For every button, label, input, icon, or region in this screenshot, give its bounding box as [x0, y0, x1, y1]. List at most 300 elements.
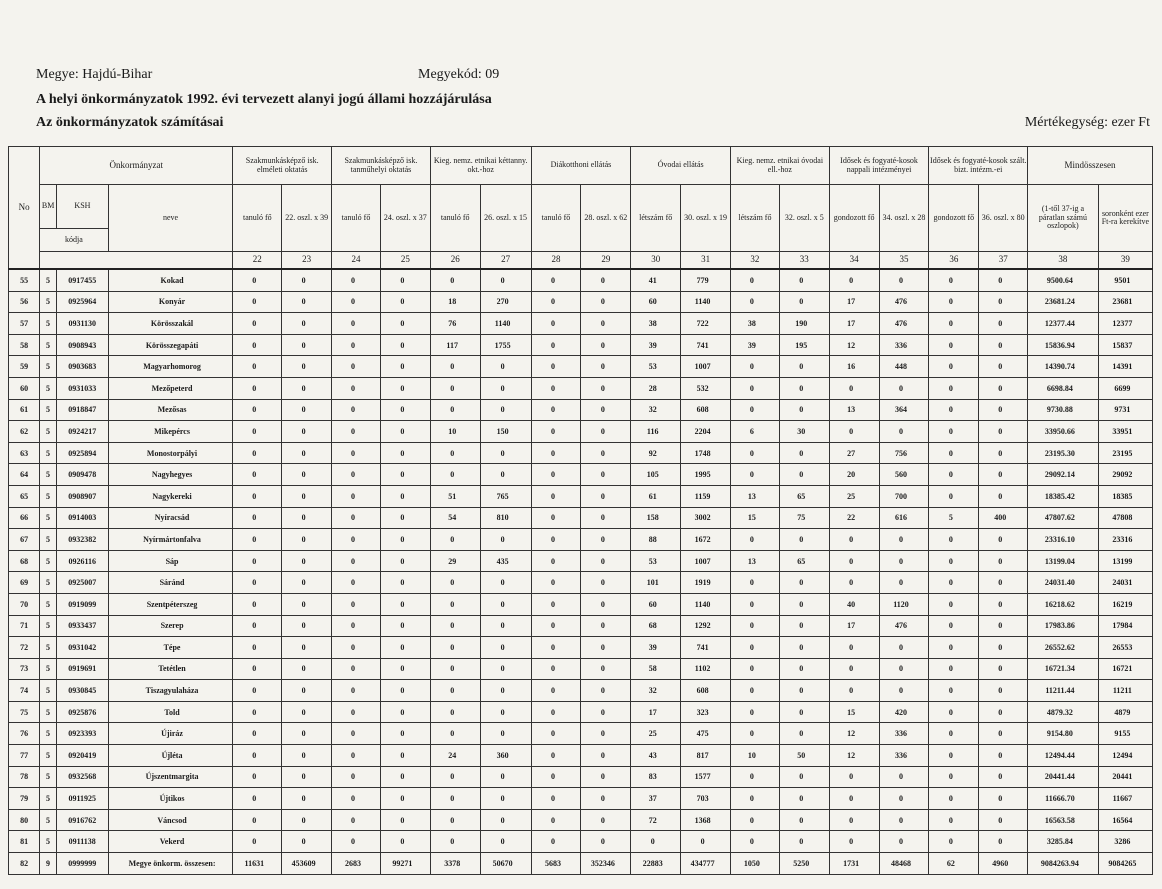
subheader: létszám fő — [731, 185, 780, 252]
value-cell: 0 — [531, 377, 581, 399]
value-cell: 0 — [233, 572, 282, 594]
value-cell: 435 — [480, 550, 531, 572]
value-cell: 0 — [979, 680, 1028, 702]
value-cell: 0 — [929, 464, 979, 486]
value-cell: 0 — [879, 809, 929, 831]
value-cell: 6698.84 — [1028, 377, 1099, 399]
value-cell: 0 — [430, 377, 480, 399]
value-cell: 28 — [631, 377, 681, 399]
value-cell: 25 — [829, 485, 879, 507]
value-cell: 0 — [480, 723, 531, 745]
value-cell: 61 — [631, 485, 681, 507]
value-cell: 53 — [631, 356, 681, 378]
ksh-code-cell: 0908943 — [56, 334, 108, 356]
value-cell: 20 — [829, 464, 879, 486]
value-cell: 0 — [979, 593, 1028, 615]
value-cell: 0 — [731, 809, 780, 831]
value-cell: 11211.44 — [1028, 680, 1099, 702]
value-cell: 0 — [282, 442, 332, 464]
value-cell: 23681 — [1098, 291, 1152, 313]
bm-code-cell: 5 — [40, 421, 57, 443]
value-cell: 4879.32 — [1028, 701, 1099, 723]
municipality-name-cell: Magyarhomorog — [108, 356, 233, 378]
table-row — [9, 269, 1153, 291]
value-cell: 9084265 — [1098, 853, 1152, 875]
value-cell: 158 — [631, 507, 681, 529]
value-cell: 0 — [779, 399, 829, 421]
table-row — [9, 356, 1153, 378]
subheader: 30. oszl. x 19 — [681, 185, 731, 252]
municipality-name-cell: Tiszagyulaháza — [108, 680, 233, 702]
value-cell: 0 — [581, 442, 631, 464]
value-cell: 15 — [829, 701, 879, 723]
bm-code-cell: 5 — [40, 615, 57, 637]
value-cell: 0 — [581, 637, 631, 659]
value-cell: 0 — [929, 615, 979, 637]
value-cell: 0 — [531, 442, 581, 464]
table-row — [9, 399, 1153, 421]
value-cell: 0 — [979, 831, 1028, 853]
colnum: 24 — [332, 252, 381, 270]
value-cell: 0 — [380, 399, 430, 421]
value-cell: 0 — [380, 658, 430, 680]
value-cell: 0 — [380, 442, 430, 464]
row-number-cell: 71 — [9, 615, 40, 637]
value-cell: 0 — [332, 485, 381, 507]
county-label: Megye: Hajdú-Bihar — [36, 67, 153, 82]
value-cell: 0 — [581, 572, 631, 594]
row-number-cell: 73 — [9, 658, 40, 680]
value-cell: 0 — [480, 788, 531, 810]
value-cell: 0 — [731, 615, 780, 637]
value-cell: 0 — [332, 313, 381, 335]
table-row — [9, 809, 1153, 831]
value-cell: 0 — [829, 550, 879, 572]
value-cell: 0 — [233, 485, 282, 507]
table-row — [9, 421, 1153, 443]
colnum: 33 — [779, 252, 829, 270]
bm-code-cell: 5 — [40, 745, 57, 767]
value-cell: 24 — [430, 745, 480, 767]
bm-code-cell: 5 — [40, 334, 57, 356]
value-cell: 0 — [979, 766, 1028, 788]
value-cell: 0 — [779, 464, 829, 486]
value-cell: 0 — [233, 766, 282, 788]
value-cell: 0 — [731, 680, 780, 702]
value-cell: 68 — [631, 615, 681, 637]
value-cell: 0 — [332, 615, 381, 637]
row-number-cell: 80 — [9, 809, 40, 831]
value-cell: 434777 — [681, 853, 731, 875]
value-cell: 0 — [531, 615, 581, 637]
ksh-code-cell: 0925964 — [56, 291, 108, 313]
value-cell: 0 — [332, 507, 381, 529]
value-cell: 0 — [581, 356, 631, 378]
value-cell: 0 — [531, 701, 581, 723]
value-cell: 0 — [779, 593, 829, 615]
value-cell: 0 — [430, 269, 480, 291]
value-cell: 9730.88 — [1028, 399, 1099, 421]
row-number-cell: 59 — [9, 356, 40, 378]
value-cell: 0 — [282, 680, 332, 702]
row-number-cell: 78 — [9, 766, 40, 788]
value-cell: 0 — [380, 723, 430, 745]
value-cell: 58 — [631, 658, 681, 680]
group-header: Szakmunkásképző isk. elméleti oktatás — [233, 147, 332, 185]
value-cell: 0 — [282, 313, 332, 335]
value-cell: 0 — [233, 377, 282, 399]
value-cell: 0 — [581, 615, 631, 637]
value-cell: 0 — [430, 399, 480, 421]
value-cell: 0 — [979, 464, 1028, 486]
value-cell: 0 — [779, 615, 829, 637]
group-header: Óvodai ellátás — [631, 147, 731, 185]
table-row — [9, 831, 1153, 853]
table-row — [9, 291, 1153, 313]
value-cell: 18385 — [1098, 485, 1152, 507]
bm-code-cell: 5 — [40, 291, 57, 313]
value-cell: 0 — [332, 550, 381, 572]
table-row — [9, 701, 1153, 723]
municipality-name-cell: Nyírmártonfalva — [108, 529, 233, 551]
value-cell: 0 — [480, 680, 531, 702]
subheader: 34. oszl. x 28 — [879, 185, 929, 252]
value-cell: 0 — [531, 356, 581, 378]
row-number-cell: 65 — [9, 485, 40, 507]
value-cell: 10 — [731, 745, 780, 767]
value-cell: 1748 — [681, 442, 731, 464]
value-cell: 0 — [979, 723, 1028, 745]
value-cell: 0 — [233, 658, 282, 680]
value-cell: 0 — [282, 377, 332, 399]
value-cell: 0 — [929, 442, 979, 464]
colnum: 22 — [233, 252, 282, 270]
bm-code-cell: 5 — [40, 701, 57, 723]
table-row — [9, 788, 1153, 810]
value-cell: 0 — [879, 529, 929, 551]
value-cell: 0 — [779, 680, 829, 702]
subheader: 26. oszl. x 15 — [480, 185, 531, 252]
value-cell: 0 — [380, 701, 430, 723]
value-cell: 0 — [879, 572, 929, 594]
col-bm-header: BM — [40, 185, 57, 229]
value-cell: 0 — [430, 809, 480, 831]
value-cell: 39 — [631, 334, 681, 356]
value-cell: 0 — [581, 334, 631, 356]
value-cell: 0 — [233, 593, 282, 615]
value-cell: 0 — [929, 788, 979, 810]
bm-code-cell: 5 — [40, 269, 57, 291]
value-cell: 18385.42 — [1028, 485, 1099, 507]
value-cell: 0 — [581, 399, 631, 421]
value-cell: 0 — [233, 313, 282, 335]
bm-code-cell: 5 — [40, 485, 57, 507]
value-cell: 29092 — [1098, 464, 1152, 486]
ksh-code-cell: 0919099 — [56, 593, 108, 615]
value-cell: 0 — [879, 680, 929, 702]
municipality-name-cell: Told — [108, 701, 233, 723]
value-cell: 0 — [979, 658, 1028, 680]
ksh-code-cell: 0931042 — [56, 637, 108, 659]
value-cell: 0 — [282, 615, 332, 637]
value-cell: 16721 — [1098, 658, 1152, 680]
ksh-code-cell: 0930845 — [56, 680, 108, 702]
value-cell: 0 — [430, 831, 480, 853]
value-cell: 0 — [282, 529, 332, 551]
value-cell: 0 — [929, 291, 979, 313]
subheader: létszám fő — [631, 185, 681, 252]
value-cell: 0 — [531, 637, 581, 659]
value-cell: 1755 — [480, 334, 531, 356]
value-cell: 1672 — [681, 529, 731, 551]
group-header: Szakmunkásképző isk. tanműhelyi oktatás — [332, 147, 431, 185]
subheader: soronként ezer Ft-ra kerekítve — [1098, 185, 1152, 252]
value-cell: 13199.04 — [1028, 550, 1099, 572]
value-cell: 65 — [779, 550, 829, 572]
value-cell: 47807.62 — [1028, 507, 1099, 529]
table-row — [9, 334, 1153, 356]
table-row — [9, 507, 1153, 529]
value-cell: 0 — [282, 658, 332, 680]
value-cell: 0 — [233, 529, 282, 551]
value-cell: 0 — [380, 313, 430, 335]
value-cell: 60 — [631, 291, 681, 313]
value-cell: 0 — [581, 658, 631, 680]
value-cell: 26552.62 — [1028, 637, 1099, 659]
subheader: (1-től 37-ig a páratlan számú oszlopok) — [1028, 185, 1099, 252]
value-cell: 0 — [430, 615, 480, 637]
value-cell: 0 — [531, 550, 581, 572]
value-cell: 0 — [581, 421, 631, 443]
colnum: 29 — [581, 252, 631, 270]
value-cell: 9501 — [1098, 269, 1152, 291]
value-cell: 0 — [531, 572, 581, 594]
county-code-label: Megyekód: 09 — [418, 67, 500, 82]
value-cell: 0 — [332, 831, 381, 853]
value-cell: 0 — [430, 658, 480, 680]
value-cell: 0 — [282, 572, 332, 594]
ksh-code-cell: 0916762 — [56, 809, 108, 831]
bm-code-cell: 5 — [40, 313, 57, 335]
value-cell: 0 — [929, 766, 979, 788]
value-cell: 0 — [282, 745, 332, 767]
value-cell: 9084263.94 — [1028, 853, 1099, 875]
value-cell: 53 — [631, 550, 681, 572]
value-cell: 0 — [380, 291, 430, 313]
value-cell: 0 — [731, 637, 780, 659]
value-cell: 0 — [731, 529, 780, 551]
value-cell: 0 — [282, 788, 332, 810]
value-cell: 0 — [929, 485, 979, 507]
value-cell: 0 — [480, 615, 531, 637]
value-cell: 0 — [480, 464, 531, 486]
unit-label: Mértékegység: ezer Ft — [1024, 115, 1150, 130]
value-cell: 0 — [829, 766, 879, 788]
ksh-code-cell: 0931033 — [56, 377, 108, 399]
ksh-code-cell: 0999999 — [56, 853, 108, 875]
value-cell: 817 — [681, 745, 731, 767]
value-cell: 30 — [779, 421, 829, 443]
value-cell: 0 — [929, 701, 979, 723]
subheader: gondozott fő — [929, 185, 979, 252]
value-cell: 0 — [332, 529, 381, 551]
value-cell: 33950.66 — [1028, 421, 1099, 443]
value-cell: 0 — [879, 788, 929, 810]
municipality-name-cell: Tépe — [108, 637, 233, 659]
value-cell: 16563.58 — [1028, 809, 1099, 831]
value-cell: 0 — [879, 377, 929, 399]
value-cell: 0 — [430, 723, 480, 745]
municipality-name-cell: Újiráz — [108, 723, 233, 745]
subheader: tanuló fő — [531, 185, 581, 252]
value-cell: 32 — [631, 680, 681, 702]
municipality-name-cell: Körösszegapáti — [108, 334, 233, 356]
col-onkorm-header: Önkormányzat — [40, 147, 233, 185]
colnum: 35 — [879, 252, 929, 270]
value-cell: 0 — [282, 356, 332, 378]
value-cell: 0 — [979, 421, 1028, 443]
table-row — [9, 615, 1153, 637]
value-cell: 0 — [979, 529, 1028, 551]
colnum: 27 — [480, 252, 531, 270]
value-cell: 12494.44 — [1028, 745, 1099, 767]
value-cell: 336 — [879, 745, 929, 767]
value-cell: 0 — [779, 809, 829, 831]
ksh-code-cell: 0925876 — [56, 701, 108, 723]
value-cell: 13 — [829, 399, 879, 421]
value-cell: 0 — [581, 766, 631, 788]
value-cell: 0 — [430, 572, 480, 594]
value-cell: 14390.74 — [1028, 356, 1099, 378]
value-cell: 0 — [380, 766, 430, 788]
value-cell: 117 — [430, 334, 480, 356]
colnum: 32 — [731, 252, 780, 270]
value-cell: 47808 — [1098, 507, 1152, 529]
data-table — [8, 146, 1153, 875]
value-cell: 0 — [879, 831, 929, 853]
municipality-name-cell: Nagykereki — [108, 485, 233, 507]
value-cell: 116 — [631, 421, 681, 443]
value-cell: 0 — [929, 356, 979, 378]
ksh-code-cell: 0903683 — [56, 356, 108, 378]
value-cell: 22883 — [631, 853, 681, 875]
value-cell: 0 — [731, 831, 780, 853]
value-cell: 0 — [480, 269, 531, 291]
row-number-cell: 68 — [9, 550, 40, 572]
value-cell: 0 — [332, 442, 381, 464]
value-cell: 0 — [282, 723, 332, 745]
value-cell: 1368 — [681, 809, 731, 831]
value-cell: 41 — [631, 269, 681, 291]
value-cell: 2683 — [332, 853, 381, 875]
value-cell: 0 — [332, 269, 381, 291]
value-cell: 0 — [380, 529, 430, 551]
bm-code-cell: 5 — [40, 507, 57, 529]
bm-code-cell: 5 — [40, 723, 57, 745]
subheader: 22. oszl. x 39 — [282, 185, 332, 252]
value-cell: 0 — [929, 680, 979, 702]
row-number-cell: 62 — [9, 421, 40, 443]
value-cell: 0 — [979, 269, 1028, 291]
value-cell: 48468 — [879, 853, 929, 875]
value-cell: 0 — [233, 637, 282, 659]
value-cell: 0 — [480, 637, 531, 659]
value-cell: 0 — [380, 637, 430, 659]
row-number-cell: 75 — [9, 701, 40, 723]
value-cell: 39 — [731, 334, 780, 356]
value-cell: 20441.44 — [1028, 766, 1099, 788]
value-cell: 0 — [332, 680, 381, 702]
municipality-name-cell: Monostorpályi — [108, 442, 233, 464]
value-cell: 0 — [879, 269, 929, 291]
value-cell: 12377.44 — [1028, 313, 1099, 335]
value-cell: 26553 — [1098, 637, 1152, 659]
value-cell: 0 — [779, 658, 829, 680]
value-cell: 0 — [332, 637, 381, 659]
value-cell: 0 — [380, 593, 430, 615]
value-cell: 0 — [332, 788, 381, 810]
value-cell: 1102 — [681, 658, 731, 680]
value-cell: 0 — [581, 788, 631, 810]
value-cell: 0 — [380, 615, 430, 637]
value-cell: 0 — [779, 766, 829, 788]
value-cell: 65 — [779, 485, 829, 507]
municipality-name-cell: Nyíracsád — [108, 507, 233, 529]
table-row — [9, 723, 1153, 745]
value-cell: 0 — [233, 788, 282, 810]
value-cell: 190 — [779, 313, 829, 335]
bm-code-cell: 5 — [40, 464, 57, 486]
value-cell: 0 — [581, 507, 631, 529]
table-row — [9, 529, 1153, 551]
value-cell: 0 — [929, 637, 979, 659]
colnum: 30 — [631, 252, 681, 270]
value-cell: 15837 — [1098, 334, 1152, 356]
value-cell: 12 — [829, 745, 879, 767]
value-cell: 0 — [380, 680, 430, 702]
value-cell: 0 — [233, 507, 282, 529]
bm-code-cell: 5 — [40, 377, 57, 399]
value-cell: 0 — [779, 442, 829, 464]
value-cell: 0 — [480, 442, 531, 464]
ksh-code-cell: 0918847 — [56, 399, 108, 421]
colnum: 34 — [829, 252, 879, 270]
value-cell: 39 — [631, 637, 681, 659]
value-cell: 23316 — [1098, 529, 1152, 551]
value-cell: 0 — [332, 701, 381, 723]
row-number-cell: 81 — [9, 831, 40, 853]
value-cell: 0 — [430, 593, 480, 615]
document-subtitle: Az önkormányzatok számításai — [36, 115, 224, 130]
municipality-name-cell: Nagyhegyes — [108, 464, 233, 486]
value-cell: 0 — [233, 615, 282, 637]
value-cell: 400 — [979, 507, 1028, 529]
ksh-code-cell: 0933437 — [56, 615, 108, 637]
ksh-code-cell: 0925007 — [56, 572, 108, 594]
municipality-name-cell: Konyár — [108, 291, 233, 313]
group-header: Idősek és fogyaté-kosok nappali intézményei — [829, 147, 929, 185]
value-cell: 0 — [731, 291, 780, 313]
municipality-name-cell: Vekerd — [108, 831, 233, 853]
group-header: Kieg. nemz. etnikai kéttanny. okt.-hoz — [430, 147, 531, 185]
municipality-name-cell: Mikepércs — [108, 421, 233, 443]
bm-code-cell: 5 — [40, 550, 57, 572]
value-cell: 0 — [581, 529, 631, 551]
value-cell: 0 — [332, 572, 381, 594]
value-cell: 0 — [829, 377, 879, 399]
value-cell: 0 — [430, 464, 480, 486]
value-cell: 0 — [829, 637, 879, 659]
